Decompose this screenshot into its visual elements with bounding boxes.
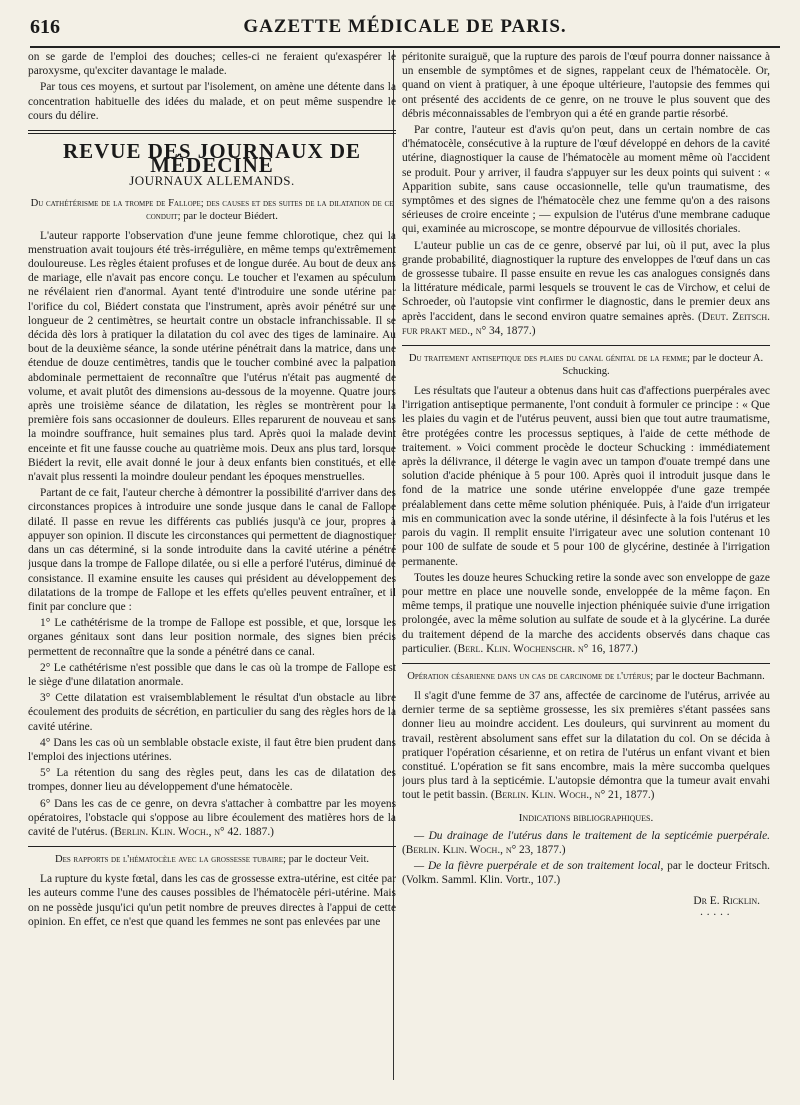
page-header <box>30 16 780 48</box>
section-divider <box>28 130 396 134</box>
bibliography-item <box>402 859 770 887</box>
article-heading <box>28 197 396 223</box>
citation: (Berlin. Klin. Woch., n° 42. 1887.) <box>110 825 274 838</box>
article-author: par le docteur Biédert. <box>183 210 278 222</box>
ellipsis-dots: · · · · · <box>699 908 730 921</box>
bibliography-title: — De la fièvre puerpérale et de son traitement local, <box>414 860 664 873</box>
paragraph-text: Il s'agit d'une femme de 37 ans, affectée de carcinome de l'utérus, arrivée au dernier terme de sa septième grossesse, les six premières s'étant passées sans donner lieu au moindre accident. Les douleurs, qui survinrent au moment du travail, restèrent absolument sans effet sur la dilatation du col. On se décida à pratiquer l'opération césarienne, et on retira de l'utérus un enfant vivant et bien constitué. L'opération se fit sans encombre, mais la mère succomba quelques jours plus tard à la septicémie. L'autopsie démontra que la tumeur avait envahi tout le petit bassin. <box>402 689 770 802</box>
article-divider <box>28 846 396 847</box>
article-paragraph <box>402 689 770 803</box>
article-title: Opération césarienne dans un cas de carcinome de l'utérus; <box>407 670 654 682</box>
bibliography-heading: Indications bibliographiques. <box>518 811 654 824</box>
page-number: 616 <box>30 16 60 38</box>
bibliography-details: par le docteur Fritsch. (Volkm. Samml. Klin. Vortr., 107.) <box>402 860 770 887</box>
citation: (Berlin. Klin. Woch., n° 23, 1877.) <box>402 843 566 856</box>
right-column <box>402 50 770 1080</box>
conclusion-text: 6° Dans les cas de ce genre, on devra s'attacher à combattre par les moyens opératoires, l'obstacle qui s'oppose au libre écoulement des matières hors de la cavité de l'utérus. <box>28 797 396 838</box>
conclusion-item: 3° Cette dilatation est vraisemblablement le résultat d'un obstacle au libre écoulement des produits de sécrétion, en particulier du sang des règles hors de la cavité utérine. <box>28 692 396 733</box>
article-paragraph: L'auteur rapporte l'observation d'une jeune femme chlorotique, chez qui la menstruation avait toujours été très-irrégulière, en même temps qu'extrêmement douloureuse. Les règles étaient profuses et de longue durée. Au bout de deux ans de mariage, elle n'avait pas encore conçu. Le toucher et l'examen au spéculum ne révélaient rien d'anormal. Ayant tenté d'introduire une sonde utérine par l'orifice du col, Biédert constata que l'instrument, après avoir pénétré sur une longueur de 2 centimètres, se heurtait contre un obstacle infranchissable. Il se décida dès lors à pratiquer la dilatation du col avec des tiges de laminaire. Au bout de la deuxième séance, la sonde utérine pénétrait dans la matrice, dans une étendue de douze centimètres, tandis que le toucher combiné avec la palpation abdominale permettaient de reconnaître que l'utérus n'était pas augmenté de volume, et avait plutôt des dimensions au-dessous de la moyenne. Quatre jours après une troisième séance de dilatation, les règles se montrèrent pour la première fois sans occasionner de douleurs. Elles reparurent de nouveau et sans la moindre souffrance, huit semaines plus tard. Après quoi la malade devint enceinte et fit une fausse couche au quatrième mois. Deux ans plus tard, lorsque Biédert la revit, elle avait donné le jour à deux enfants bien constitués, et elle n'avait plus ressenti la moindre douleur pendant les époques menstruelles. <box>28 229 396 484</box>
conclusion-item: 2° Le cathétérisme n'est possible que dans le cas où la trompe de Fallope est le siège d'une dilatation anormale. <box>28 661 396 688</box>
article-title: Du traitement antiseptique des plaies du canal génital de la femme; <box>408 353 690 365</box>
article-heading <box>28 853 396 866</box>
article-author: par le docteur Bachmann. <box>655 670 765 682</box>
article-divider <box>402 345 770 346</box>
article-title: Des rapports de l'hématocèle avec la grossesse tubaire; <box>54 854 286 866</box>
citation: (Deut. Zeitsch. fur prakt med., n° 34, 1877.) <box>402 310 770 337</box>
article-paragraph: Les résultats que l'auteur a obtenus dans huit cas d'affections puerpérales avec l'irrigation antiseptique permanente, l'ont conduit à formuler ce principe : « Que les plaies du vagin et de l'utérus peuvent, aussi bien que tout autre traumatisme, être protégées contre les processus septiques, à l'aide de cette méthode de traitement. » Voici comment procède le docteur Schucking : immédiatement après la délivrance, il déterge le vagin avec un tampon d'ouate trempé dans une solution d'acide phénique à 5 pour 100. Après quoi il introduit jusque dans le fond de la matrice une sonde utérine enveloppée d'une gaze trempée préalablement dans cette même solution phéniquée. Puis, à l'aide d'un irrigateur mis en communication avec la sonde utérine, il désinfecte à la fois l'utérus et les parois du vagin. Il remplit ensuite l'irrigateur avec une solution contenant 10 pour 100 de sulfate de soude et 5 pour 100 de glycérine, destinée à l'irrigation permanente. <box>402 385 770 568</box>
article-paragraph: péritonite suraiguë, que la rupture des parois de l'œuf pourra donner naissance à un ensemble de symptômes et de signes, rappelant ceux de l'hématocèle. Or, quand on vient à pratiquer, à une époque ultérieure, l'autopsie des femmes qui ont présenté des accidents de ce genre, on ne trouve le plus souvent que des débris méconnaissables de l'embryon qui a été en grande partie résorbé. <box>402 51 770 120</box>
article-paragraph <box>402 239 770 338</box>
paragraph-text: Toutes les douze heures Schucking retire la sonde avec son enveloppe de gaze pour mettre en place une nouvelle sonde, enveloppée de la même façon. En même temps, il pratique une nouvelle injection phéniquée suivie d'une irrigation prolongée, avec la même solution au sulfate de soude et à la glycérine. La durée du traitement dépend de la marche des accidents observés dans chaque cas particulier. <box>402 571 770 655</box>
author-signature: Dr E. Ricklin. <box>693 894 760 907</box>
left-column <box>28 50 396 1080</box>
conclusion-item <box>28 797 396 840</box>
citation: (Berlin. Klin. Woch., n° 21, 1877.) <box>490 789 655 802</box>
intro-paragraph: Par tous ces moyens, et surtout par l'isolement, on amène une détente dans la concentration habituelle des idées du malade, et on peut même suspendre le cours du délire. <box>28 81 396 122</box>
conclusion-item: 1° Le cathétérisme de la trompe de Fallope est possible, et que, lorsque les organes génitaux sont dans leur position normale, des signes bien précis permettent de reconnaître que la sonde a pénétré dans ce canal. <box>28 617 396 658</box>
article-paragraph: Par contre, l'auteur est d'avis qu'on peut, dans un certain nombre de cas d'hématocèle, consécutive à la rupture de l'œuf développé en dehors de la cavité utérine, diagnostiquer la cause de l'hématocèle au moment même où l'accident se produit. Pour y arriver, il faudra s'appuyer sur les deux points qui suivent : « Apparition subite, sans cause occasionnelle, telle qu'un traumatisme, des symptômes et des signes de l'hématocèle chez une femme qu'on a des raisons sérieuses de croire enceinte ; — expulsion de l'utérus d'une membrane caduque qui, examinée au microscope, se montre dépourvue de villosités choriales. <box>402 124 770 236</box>
bibliography-title: — Du drainage de l'utérus dans le traitement de la septicémie puerpérale. <box>414 829 770 842</box>
article-paragraph <box>402 571 770 656</box>
conclusion-item: 4° Dans les cas où un semblable obstacle existe, il faut être bien prudent dans l'emploi des injections utérines. <box>28 736 396 763</box>
article-author: par le docteur Veit. <box>288 854 370 866</box>
article-heading <box>402 670 770 683</box>
article-title: Du cathétérisme de la trompe de Fallope; des causes et des suites de la dilatation de ce conduit; <box>30 197 394 222</box>
article-paragraph: Partant de ce fait, l'auteur cherche à démontrer la possibilité d'arriver dans des circonstances propices à introduire une sonde jusque dans le canal de Fallope dilaté. Il passe en revue les différents cas publiés jusqu'à ce jour, propres à appuyer son opinion. Il discute les circonstances qui permettent de diagnostiquer dans un cas déterminé, si la sonde introduite dans la cavité utérine a pénétré jusque dans la trompe de Fallope dilatée, ou si elle a perforé l'utérus, diminué de consistance. Il examine ensuite les causes qui président au développement des dilatations de la trompe de Fallope et les effets qu'elles peuvent entraîner, et il finit par conclure que : <box>28 487 396 613</box>
conclusion-item: 5° La rétention du sang des règles peut, dans les cas de dilatation des trompes, donner lieu au développement d'une hématocèle. <box>28 767 396 794</box>
paragraph-text: L'auteur publie un cas de ce genre, observé par lui, où il put, avec la plus grande probabilité, diagnostiquer la rupture des enveloppes de l'œuf dans un cas de grossesse tubaire. Il passe ensuite en revue les cas analogues consignés dans la littérature médicale, parmi lesquels se trouvent le cas de Virchow, et celui de Schroeder, où l'autopsie vint confirmer le diagnostic, dans le premier deux ans après l'accident, dans le second environ quatre semaines après. <box>402 239 770 323</box>
article-author: par le docteur A. Schucking. <box>562 353 764 378</box>
article-divider <box>402 663 770 664</box>
citation: (Berl. Klin. Wochenschr. n° 16, 1877.) <box>453 642 638 655</box>
intro-paragraph: on se garde de l'emploi des douches; celles-ci ne feraient qu'exaspérer le paroxysme, qu'exciter davantage le malade. <box>28 51 396 78</box>
bibliography-item <box>402 829 770 857</box>
section-subtitle: JOURNAUX ALLEMANDS. <box>129 173 295 189</box>
section-title: REVUE DES JOURNAUX DE MÉDECINE <box>62 139 362 178</box>
journal-title: GAZETTE MÉDICALE DE PARIS. <box>243 16 567 37</box>
article-paragraph: La rupture du kyste fœtal, dans les cas de grossesse extra-utérine, est citée par les auteurs comme l'une des causes possibles de l'hématocèle péri-utérine. Mais on ne possède jusqu'ici qu'un petit nombre de preuves directes à l'appui de cette opinion. En effet, ce n'est que quand les femmes ne sont pas enlevées par une <box>28 873 396 928</box>
article-heading <box>402 352 770 378</box>
